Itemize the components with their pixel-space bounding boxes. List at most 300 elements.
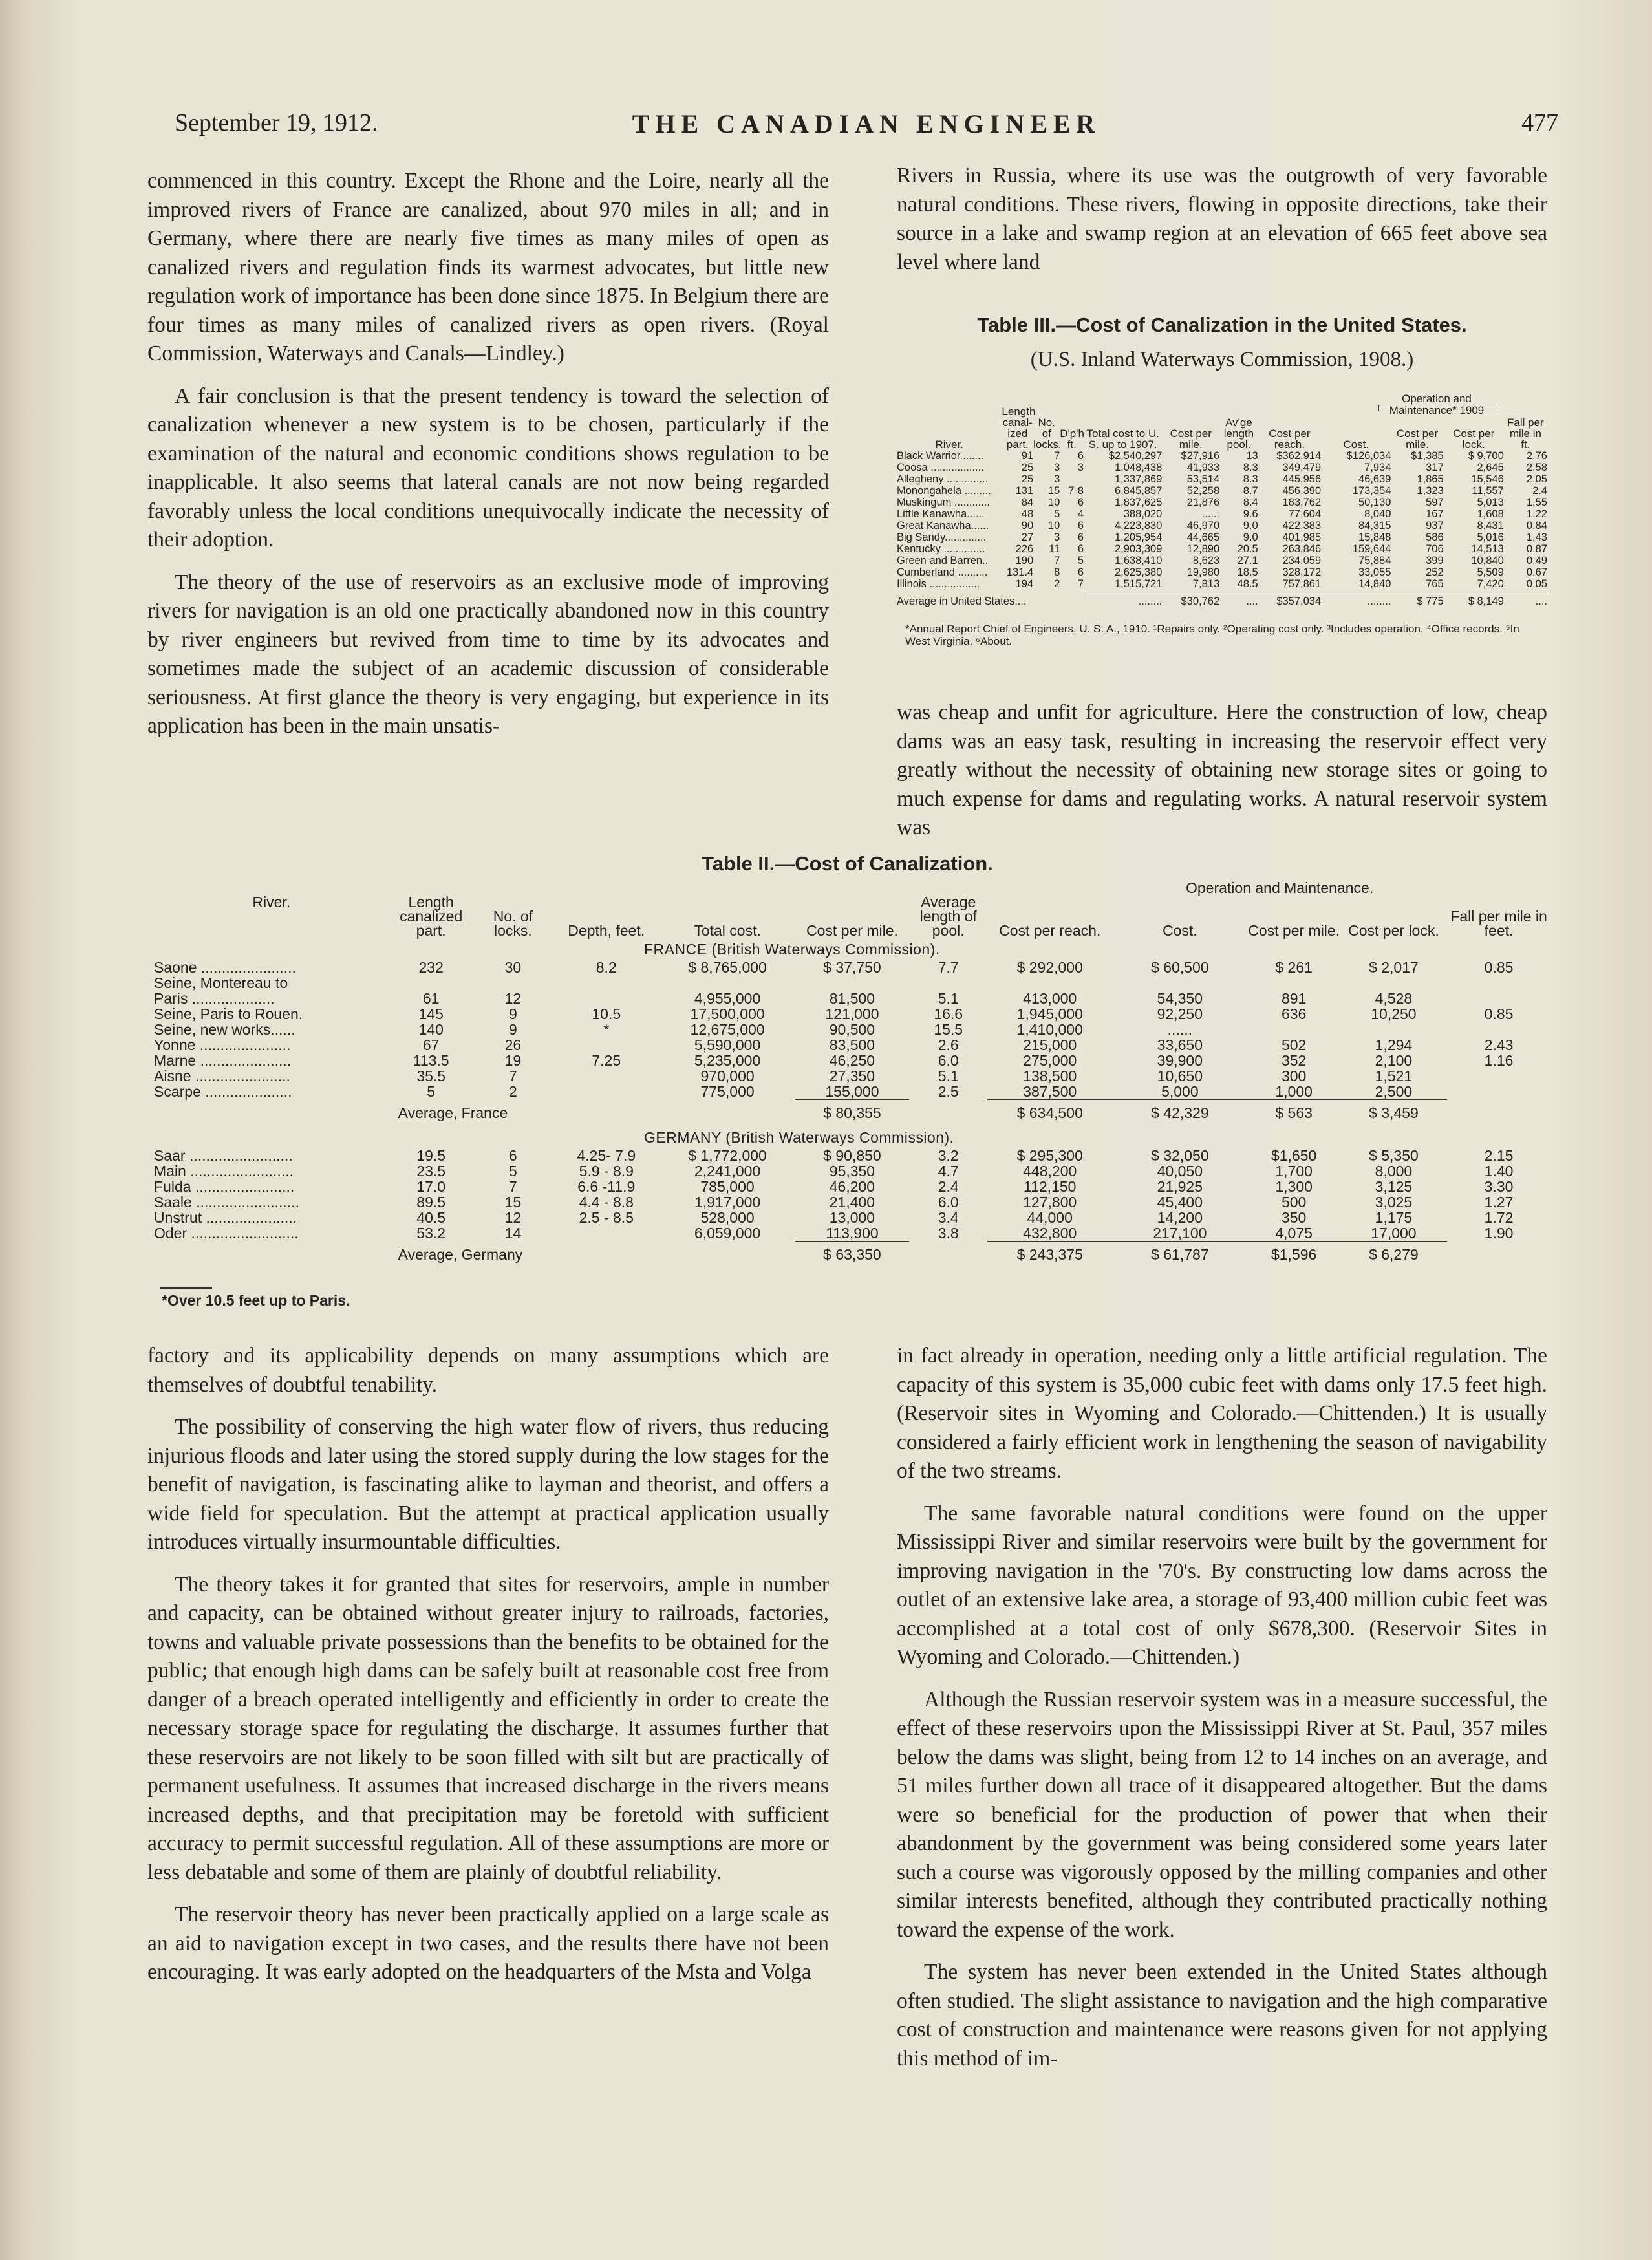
- average-cell: ........: [1321, 590, 1391, 608]
- table-cell: 317: [1426, 462, 1444, 473]
- table-cell: 8.3: [1243, 462, 1258, 473]
- river-name: Aisne .......................: [154, 1068, 290, 1084]
- river-name: Yonne ......................: [154, 1037, 291, 1053]
- table-cell: ......: [1167, 1021, 1193, 1038]
- table-cell: 2: [509, 1083, 517, 1101]
- table-cell: 8.7: [1243, 485, 1258, 497]
- table-cell: 46,250: [829, 1052, 875, 1069]
- table-cell: 1,323: [1417, 485, 1444, 497]
- table-cell: 48: [1021, 508, 1034, 520]
- table-cell: 190: [1015, 555, 1034, 566]
- table-2-footnote: *Over 10.5 feet up to Paris.: [162, 1292, 350, 1309]
- table-cell: $ 1,772,000: [688, 1147, 767, 1164]
- table-cell: 27.1: [1237, 555, 1258, 566]
- table-2-column-header: No. of locks.: [493, 908, 533, 939]
- table-cell: 4.4 - 8.8: [579, 1194, 634, 1211]
- table-cell: 2,500: [1375, 1083, 1413, 1100]
- river-name: Illinois .................: [897, 578, 980, 590]
- table-cell: 217,100: [1153, 1225, 1207, 1242]
- table-3-column-header: Cost per mile.: [1396, 427, 1439, 451]
- river-name: Green and Barren..: [897, 555, 989, 566]
- table-cell: 6: [1077, 543, 1084, 555]
- table-cell: $ 292,000: [1016, 959, 1083, 976]
- river-name: Seine, Paris to Rouen.: [154, 1006, 303, 1022]
- table-cell: 21,876: [1186, 497, 1220, 508]
- table-cell: 11,557: [1472, 485, 1504, 497]
- spacer: [154, 1100, 389, 1126]
- table-cell: 44,665: [1186, 532, 1220, 543]
- table-cell: 39,900: [1157, 1052, 1203, 1069]
- table-cell: 1,205,954: [1114, 532, 1163, 543]
- issue-date: September 19, 1912.: [175, 109, 378, 136]
- table-cell: 14,200: [1157, 1209, 1203, 1226]
- table-2-column-header: Fall per mile in feet.: [1450, 908, 1547, 939]
- table-cell: $1,385: [1411, 450, 1444, 462]
- section-row: [154, 1126, 1550, 1148]
- table-cell: 8,623: [1192, 555, 1220, 566]
- table-cell: 90,500: [829, 1021, 875, 1038]
- river-name: Monongahela .........: [897, 485, 991, 497]
- average-cell: ....: [1504, 590, 1547, 608]
- table-row: [154, 1053, 1550, 1068]
- table-3-column-header: Cost per mile.: [1170, 427, 1212, 451]
- table-cell: 3: [1054, 473, 1060, 485]
- table-cell: 46,639: [1358, 473, 1391, 485]
- table-cell: 33,650: [1157, 1037, 1203, 1053]
- table-cell: 785,000: [700, 1178, 755, 1195]
- table-cell: 15.5: [934, 1021, 963, 1038]
- table-cell: 8,040: [1364, 508, 1391, 520]
- river-name: Saale .........................: [154, 1194, 299, 1211]
- table-2-column-header: Cost.: [1163, 922, 1197, 939]
- table-cell: 2.4: [938, 1178, 959, 1195]
- table-3-column-header: Av'ge length pool.: [1223, 416, 1254, 451]
- table-cell: 757,861: [1282, 578, 1322, 590]
- table-cell: 84,315: [1358, 520, 1391, 532]
- table-cell: 9: [509, 1006, 517, 1022]
- table-2: [154, 881, 1550, 1267]
- table-cell: 14,513: [1471, 543, 1504, 555]
- paragraph: The theory of the use of reservoirs as an exclusive mode of improving rivers for navigation is an old one practically abandoned now in this country by river engineers but revived from time to time by its advocates and sometimes made the subject of an academic discussion of considerable seriousness. At first glance the theory is very engaging, but experience in its application has been in the main unsatis-: [147, 570, 829, 738]
- table-cell: 448,200: [1023, 1163, 1077, 1179]
- table-cell: 12: [504, 990, 522, 1007]
- table-row: [154, 975, 1550, 991]
- average-cell: $ 634,500: [987, 1100, 1112, 1126]
- table-cell: 399: [1426, 555, 1444, 566]
- table-cell: 2,903,309: [1114, 543, 1163, 555]
- spacer: [909, 1100, 987, 1126]
- paragraph: The theory takes it for granted that sites for reservoirs, ample in number and capacity, can be obtained without greater injury to railroads, factories, towns and valuable private possessions than the benefits to be obtained for the public; that enough high dams can be safely built at reasonable cost free from danger of a breach operated intelligently and efficiently in order to create the necessary storage space for regulating the discharge. It assumes further that these reservoirs are not likely to be soon filled with silt but are practically of permanent usefulness. It assumes that increased discharge in the rivers means increased depths, and that precipitation may be foretold with sufficient accuracy to permit successful regulation. All of these assumptions are more or less debatable and some of them are plainly of doubtful reliability.: [147, 1572, 829, 1884]
- table-2-column-header: Cost per mile.: [1248, 922, 1340, 939]
- page-number: 477: [1521, 109, 1558, 136]
- table-cell: 54,350: [1157, 990, 1203, 1007]
- average-row: [154, 1242, 1550, 1268]
- table-cell: [660, 975, 795, 991]
- paragraph: The system has never been extended in the United States although often studied. The slight assistance to navigation and the high comparative cost of construction and maintenance were reasons given for not applying this method of im-: [897, 1960, 1547, 2071]
- table-3-column-header: River.: [935, 438, 963, 451]
- table-cell: 3: [1054, 462, 1060, 473]
- table-row: [897, 497, 1547, 508]
- table-cell: 2.43: [1484, 1037, 1514, 1053]
- table-cell: 127,800: [1023, 1194, 1077, 1211]
- table-cell: 2,645: [1477, 462, 1504, 473]
- table-cell: 8.3: [1243, 473, 1258, 485]
- right-column-top: [897, 162, 1547, 277]
- table-cell: 4,955,000: [694, 990, 761, 1007]
- table-cell: 6,845,857: [1114, 485, 1163, 497]
- table-cell: 5,000: [1161, 1083, 1199, 1100]
- river-name: Seine, Montereau to: [154, 974, 288, 991]
- table-cell: 9.6: [1243, 508, 1258, 520]
- table-cell: 113,900: [826, 1225, 879, 1242]
- table-cell: $362,914: [1276, 450, 1322, 462]
- table-cell: 2,625,380: [1114, 566, 1163, 578]
- table-row: [897, 578, 1547, 590]
- table-cell: 194: [1015, 578, 1034, 590]
- table-3-group-header: Operation and Maintenance* 1909: [1389, 393, 1485, 416]
- table-cell: $ 60,500: [1151, 959, 1209, 976]
- table-cell: 25: [1021, 473, 1034, 485]
- table-cell: 1,608: [1477, 508, 1504, 520]
- table-2-column-header: Depth, feet.: [568, 922, 645, 939]
- table-cell: 7.25: [592, 1052, 621, 1069]
- river-name: Cumberland ..........: [897, 566, 988, 578]
- table-cell: 77,604: [1288, 508, 1322, 520]
- left-column-top: [147, 167, 829, 741]
- table-cell: 1,337,869: [1114, 473, 1163, 485]
- table-2-column-header: Cost per lock.: [1348, 922, 1439, 939]
- table-cell: 401,985: [1282, 532, 1322, 543]
- table-cell: 891: [1281, 990, 1307, 1007]
- table-cell: 3.2: [938, 1147, 959, 1164]
- table-cell: 19: [504, 1052, 522, 1069]
- table-cell: 300: [1281, 1068, 1307, 1084]
- average-label: Average, France: [398, 1104, 508, 1121]
- table-cell: 131.4: [1006, 566, 1034, 578]
- table-row: [154, 1068, 1550, 1084]
- table-3-grid: [897, 406, 1547, 607]
- average-row: [897, 590, 1547, 608]
- table-cell: $ 32,050: [1151, 1147, 1209, 1164]
- table-cell: 775,000: [700, 1083, 755, 1101]
- table-cell: $ 8,765,000: [688, 959, 767, 976]
- table-cell: 0.05: [1526, 578, 1547, 590]
- table-cell: 5,590,000: [694, 1037, 761, 1053]
- table-cell: [1447, 1022, 1550, 1037]
- river-name: Main .........................: [154, 1163, 294, 1179]
- table-cell: 7: [509, 1068, 517, 1084]
- river-name: Muskingum ............: [897, 497, 990, 508]
- table-3-column-header: Length canal-ized part.: [1002, 405, 1036, 451]
- table-cell: 53,514: [1186, 473, 1220, 485]
- table-cell: 25: [1021, 462, 1034, 473]
- table-cell: 167: [1426, 508, 1444, 520]
- table-cell: 4,075: [1275, 1225, 1313, 1242]
- table-cell: 500: [1281, 1194, 1307, 1211]
- table-cell: 75,884: [1358, 555, 1391, 566]
- table-cell: 387,500: [1023, 1083, 1077, 1100]
- table-cell: 13: [1246, 450, 1258, 462]
- table-cell: 131: [1015, 485, 1034, 497]
- paragraph: Although the Russian reservoir system was in a measure successful, the effect of these reservoirs upon the Mississippi River at St. Paul, 357 miles below the dams was slight, being from 12 to 14 inches on an average, and 51 miles further down all trace of it disappeared altogether. But the dams were so beneficial for the production of power that when their abandonment by the government was being considered some years later such a course was vigorously opposed by the milling companies and other similar interests benefited, although they contributed practically nothing toward the expense of the work.: [897, 1687, 1547, 1942]
- section-heading: FRANCE (British Waterways Commission).: [644, 941, 940, 958]
- table-2-column-header: Cost per mile.: [806, 922, 898, 939]
- table-cell: 7: [509, 1178, 517, 1195]
- table-cell: 597: [1426, 497, 1444, 508]
- average-cell: $30,762: [1162, 590, 1219, 608]
- table-cell: [1340, 975, 1447, 991]
- river-name: Paris ....................: [154, 990, 275, 1007]
- table-cell: 23.5: [416, 1163, 446, 1179]
- table-row: [154, 1006, 1550, 1022]
- table-cell: 21,925: [1157, 1178, 1203, 1195]
- table-cell: [553, 991, 660, 1006]
- table-cell: 4.7: [938, 1163, 959, 1179]
- table-cell: [1060, 473, 1084, 485]
- average-cell: $ 61,787: [1112, 1242, 1247, 1268]
- table-cell: 6,059,000: [694, 1225, 761, 1242]
- river-name: Seine, new works......: [154, 1021, 295, 1038]
- table-cell: 90: [1021, 520, 1034, 532]
- table-cell: [389, 975, 473, 991]
- table-row: [154, 1225, 1550, 1242]
- table-cell: 10,650: [1157, 1068, 1203, 1084]
- paragraph: The reservoir theory has never been practically applied on a large scale as an aid to navigation except in two cases, and the results there have not been encouraging. It was early adopted on the headquarters of the Msta and Volga: [147, 1902, 829, 1984]
- table-cell: 12,890: [1186, 543, 1220, 555]
- table-cell: 6: [1077, 520, 1084, 532]
- table-cell: 232: [418, 959, 444, 976]
- table-cell: 1,410,000: [1016, 1021, 1083, 1038]
- spacer: [1447, 1242, 1550, 1268]
- average-label: Average in United States....: [897, 595, 1027, 607]
- average-cell: $ 243,375: [987, 1242, 1112, 1268]
- paragraph: factory and its applicability depends on many assumptions which are themselves of doubtful tenability.: [147, 1344, 829, 1397]
- table-row: [897, 532, 1547, 543]
- average-cell: $1,596: [1248, 1242, 1340, 1268]
- table-cell: [1248, 1022, 1340, 1037]
- table-cell: 6: [1077, 497, 1084, 508]
- table-cell: 937: [1426, 520, 1444, 532]
- table-cell: [987, 975, 1112, 991]
- table-cell: 61: [422, 990, 440, 1007]
- table-cell: 1,000: [1275, 1083, 1313, 1100]
- river-name: Saone .......................: [154, 959, 296, 976]
- table-row: [897, 543, 1547, 555]
- table-cell: 328,172: [1282, 566, 1322, 578]
- footnote-rule: [160, 1287, 212, 1289]
- table-cell: 18.5: [1237, 566, 1258, 578]
- river-name: Allegheny ..............: [897, 473, 989, 485]
- table-cell: 89.5: [416, 1194, 446, 1211]
- table-cell: [1112, 975, 1247, 991]
- table-cell: 9.0: [1243, 520, 1258, 532]
- table-cell: 4.25- 7.9: [577, 1147, 636, 1164]
- table-2-column-header: Total cost.: [694, 922, 761, 939]
- average-cell: $357,034: [1258, 590, 1321, 608]
- table-cell: 15: [1047, 485, 1060, 497]
- table-cell: $ 5,350: [1369, 1147, 1419, 1164]
- river-name: Little Kanawha......: [897, 508, 985, 520]
- table-cell: 5: [509, 1163, 517, 1179]
- table-3-column-header: Fall per mile in ft.: [1507, 416, 1544, 451]
- table-2-column-header: Cost per reach.: [999, 922, 1101, 939]
- river-name: Oder ..........................: [154, 1225, 299, 1242]
- table-cell: $ 295,300: [1016, 1147, 1083, 1164]
- table-cell: $27,916: [1181, 450, 1220, 462]
- table-cell: 1.72: [1484, 1209, 1514, 1226]
- table-cell: 15,546: [1471, 473, 1504, 485]
- table-cell: 19,980: [1186, 566, 1220, 578]
- table-cell: 1,865: [1417, 473, 1444, 485]
- table-3-column-header: D'p'h ft.: [1060, 427, 1084, 451]
- table-cell: [473, 975, 553, 991]
- river-name: Scarpe .....................: [154, 1083, 292, 1101]
- table-cell: 706: [1426, 543, 1444, 555]
- table-cell: 46,200: [829, 1178, 875, 1195]
- table-cell: 145: [418, 1006, 444, 1022]
- table-cell: 8.4: [1243, 497, 1258, 508]
- table-cell: 1,175: [1375, 1209, 1413, 1226]
- river-name: Coosa ..................: [897, 462, 984, 473]
- table-cell: 1.90: [1484, 1225, 1514, 1242]
- table-row: [897, 566, 1547, 578]
- table-cell: 45,400: [1157, 1194, 1203, 1211]
- average-cell: $ 8,149: [1444, 590, 1504, 608]
- table-cell: 2.05: [1526, 473, 1547, 485]
- table-2-header-row: [154, 895, 1550, 938]
- river-name: Saar .........................: [154, 1147, 293, 1164]
- journal-title: THE CANADIAN ENGINEER: [632, 109, 1101, 138]
- paragraph: commenced in this country. Except the Rhone and the Loire, nearly all the improved rivers of France are canalized, about 970 miles in all; and in Germany, where there are nearly five times as many miles of open as canalized rivers and regulation finds its warmest advocates, but little new regulation work of importance has been done since 1875. In Belgium there are four times as many miles of canalized rivers as open rivers. (Royal Commission, Waterways and Canals—Lindley.): [147, 169, 829, 365]
- table-cell: 50,130: [1358, 497, 1391, 508]
- table-cell: 13,000: [829, 1209, 875, 1226]
- table-cell: 35.5: [416, 1068, 446, 1084]
- paragraph: A fair conclusion is that the present tendency is toward the selection of canalization whenever a new system is to be chosen, particularly if the examination of the natural and economic conditions shows regulation to be inapplicable. It also seems that lateral canals are not now being regarded favorably unless the local conditions unequivocally indicate the necessity of their adoption.: [147, 383, 829, 552]
- table-cell: 1,837,625: [1114, 497, 1163, 508]
- table-cell: 7-8: [1068, 485, 1084, 497]
- paragraph: was cheap and unfit for agriculture. Here the construction of low, cheap dams was an easy task, resulting in increasing the reservoir effect very greatly without the necessity of obtaining new storage sites or going to much expense for dams and regulating works. A natural reservoir system was: [897, 700, 1547, 839]
- table-cell: [553, 1225, 660, 1242]
- table-cell: 0.49: [1526, 555, 1547, 566]
- table-cell: 528,000: [700, 1209, 755, 1226]
- table-cell: 2.5 - 8.5: [579, 1209, 634, 1226]
- right-column-middle: [897, 698, 1547, 843]
- table-cell: $1,650: [1271, 1147, 1317, 1164]
- table-cell: 2.6: [938, 1037, 959, 1053]
- table-cell: 432,800: [1023, 1225, 1077, 1242]
- table-cell: ......: [1201, 508, 1220, 520]
- table-3-column-header: Cost.: [1343, 438, 1369, 451]
- table-cell: 8,431: [1477, 520, 1504, 532]
- table-cell: 1.27: [1484, 1194, 1514, 1211]
- table-cell: 41,933: [1186, 462, 1220, 473]
- river-name: Great Kanawha......: [897, 520, 989, 532]
- table-cell: 2.15: [1484, 1147, 1514, 1164]
- table-cell: [1447, 991, 1550, 1006]
- table-2-group-header: Operation and Maintenance.: [1185, 879, 1374, 896]
- table-cell: 7: [1054, 450, 1060, 462]
- table-row: [897, 508, 1547, 520]
- table-cell: 12: [504, 1209, 522, 1226]
- table-cell: 445,956: [1282, 473, 1322, 485]
- table-cell: 6.0: [938, 1052, 959, 1069]
- table-cell: 5: [1077, 555, 1084, 566]
- table-cell: 3.4: [938, 1209, 959, 1226]
- table-cell: 1.22: [1526, 508, 1547, 520]
- table-cell: 422,383: [1282, 520, 1322, 532]
- paragraph: The possibility of conserving the high water flow of rivers, thus reducing injurious floods and later using the stored supply during the low stages for the benefit of navigation, is fascinating alike to layman and theorist, and offers a wide field for speculation. But the attempt at practical application usually introduces virtually insurmountable difficulties.: [147, 1415, 829, 1554]
- table-cell: 0.85: [1484, 1006, 1514, 1022]
- table-cell: 21,400: [829, 1194, 875, 1211]
- table-cell: $2,540,297: [1108, 450, 1163, 462]
- table-cell: 8,000: [1375, 1163, 1413, 1179]
- average-cell: $ 775: [1391, 590, 1443, 608]
- average-cell: $ 42,329: [1112, 1100, 1247, 1126]
- table-cell: 0.84: [1526, 520, 1547, 532]
- table-cell: 16.6: [934, 1006, 963, 1022]
- table-cell: 215,000: [1023, 1037, 1077, 1053]
- table-cell: 6: [509, 1147, 517, 1164]
- table-cell: 3,025: [1375, 1194, 1413, 1211]
- paragraph: in fact already in operation, needing only a little artificial regulation. The capacity of this system is 35,000 cubic feet with dams only 17.5 feet high. (Reservoir sites in Wyoming and Colorado.—Chittenden.) It is usually considered a fairly efficient work in lengthening the season of navigability of the two streams.: [897, 1344, 1547, 1483]
- table-cell: 586: [1426, 532, 1444, 543]
- table-cell: [1248, 975, 1340, 991]
- table-cell: 234,059: [1282, 555, 1322, 566]
- river-name: Big Sandy..............: [897, 532, 987, 543]
- section-heading: GERMANY (British Waterways Commission).: [644, 1129, 954, 1146]
- table-cell: 0.87: [1526, 543, 1547, 555]
- table-row: [154, 1022, 1550, 1037]
- table-row: [154, 1163, 1550, 1179]
- table-cell: 40,050: [1157, 1163, 1203, 1179]
- table-cell: 19.5: [416, 1147, 446, 1164]
- table-cell: 81,500: [829, 990, 875, 1007]
- table-cell: $ 9,700: [1468, 450, 1504, 462]
- table-cell: 1.55: [1526, 497, 1547, 508]
- table-cell: 502: [1281, 1037, 1307, 1053]
- table-cell: 173,354: [1352, 485, 1391, 497]
- table-cell: $ 2,017: [1369, 959, 1419, 976]
- table-cell: 4,223,830: [1114, 520, 1163, 532]
- table-cell: 1,294: [1375, 1037, 1413, 1053]
- table-cell: 1,917,000: [694, 1194, 761, 1211]
- river-name: Marne ......................: [154, 1052, 292, 1069]
- table-cell: $126,034: [1346, 450, 1391, 462]
- table-cell: $ 90,850: [823, 1147, 881, 1164]
- table-cell: 5,016: [1477, 532, 1504, 543]
- table-cell: [1447, 1068, 1550, 1084]
- table-cell: 11: [1049, 543, 1060, 555]
- table-row: [154, 1179, 1550, 1194]
- table-cell: 6: [1077, 450, 1084, 462]
- table-row: [897, 450, 1547, 462]
- table-cell: 352: [1281, 1052, 1307, 1069]
- table-cell: 14: [504, 1225, 522, 1242]
- table-cell: 275,000: [1023, 1052, 1077, 1069]
- table-cell: 27: [1021, 532, 1034, 543]
- table-cell: 3: [1077, 462, 1084, 473]
- table-cell: 10,250: [1371, 1006, 1417, 1022]
- table-cell: 413,000: [1023, 990, 1077, 1007]
- table-cell: [1447, 975, 1550, 991]
- table-cell: 456,390: [1282, 485, 1322, 497]
- river-name: Fulda ........................: [154, 1178, 295, 1195]
- average-cell: ....: [1219, 590, 1258, 608]
- table-cell: $ 261: [1275, 959, 1313, 976]
- table-cell: 26: [504, 1037, 522, 1053]
- table-2-column-header: Length canalized part.: [400, 894, 463, 939]
- table-cell: 263,846: [1282, 543, 1322, 555]
